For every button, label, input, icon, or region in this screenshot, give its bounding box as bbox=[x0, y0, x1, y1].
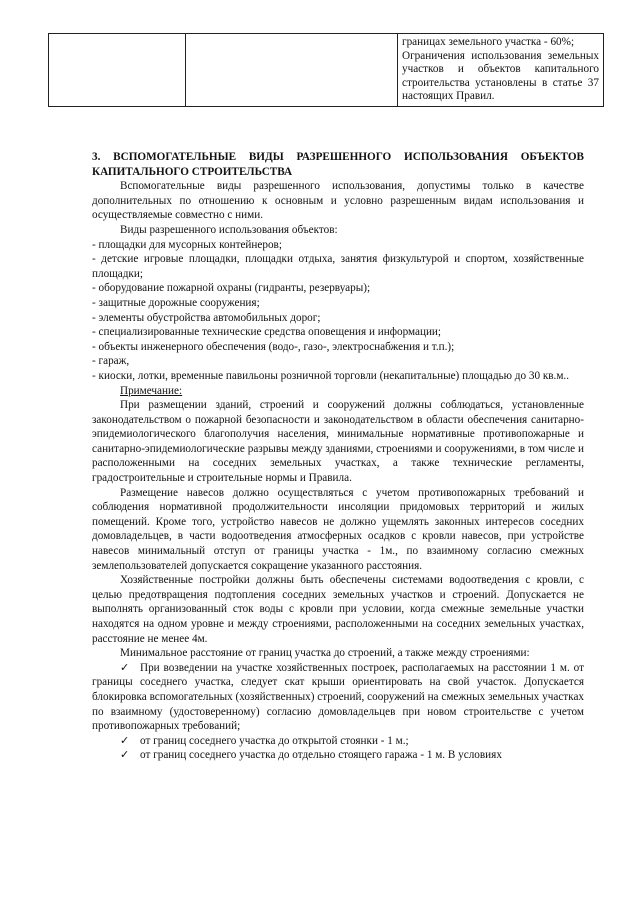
list-item: - защитные дорожные сооружения; bbox=[92, 296, 260, 309]
list-item: - гараж, bbox=[92, 355, 130, 368]
check-list-item bbox=[92, 661, 584, 734]
checkmark-icon: ✓ bbox=[120, 748, 130, 762]
check-list-item bbox=[92, 748, 584, 763]
list-item: - объекты инженерного обеспечения (водо-, газо-, электроснабжения и т.п.); bbox=[92, 340, 455, 353]
section-intro: Вспомогательные виды разрешенного использования, допустимы только в качестве дополнительных по отношению к основным и условно разрешенным видам использования и осуществляемые совместно с ними. bbox=[92, 180, 584, 222]
checkmark-icon: ✓ bbox=[120, 660, 130, 674]
zoning-table bbox=[48, 33, 604, 107]
check-list-text: от границ соседнего участка до отдельно стоящего гаража - 1 м. В условиях bbox=[140, 749, 502, 762]
check-list-text: от границ соседнего участка до открытой стоянки - 1 м.; bbox=[140, 734, 409, 747]
list-item: - площадки для мусорных контейнеров; bbox=[92, 238, 282, 251]
table-cell-empty-2 bbox=[186, 34, 398, 107]
paragraph: Размещение навесов должно осуществляться с учетом противопожарных требований и соблюдения нормативной продолжительности инсоляции придомовых территорий и жилых помещений. Кроме того, устройство навесов не должно ущемлять законных интересов соседних домовладельцев, в части водоотведения атмосферных осадков с кровли навесов, при устройстве навесов минимальный отступ от границы участка - 1м., по взаимному согласию смежных землепользователей допускается сокращение указанного расстояния. bbox=[92, 486, 584, 572]
section-content bbox=[92, 150, 584, 763]
list-item: - элементы обустройства автомобильных дорог; bbox=[92, 311, 321, 324]
paragraph: Минимальное расстояние от границ участка до строений, а также между строениями: bbox=[120, 647, 530, 660]
table-cell-line: границах земельного участка - 60%; bbox=[402, 36, 575, 48]
list-heading: Виды разрешенного использования объектов: bbox=[120, 223, 338, 236]
list-item: - специализированные технические средства оповещения и информации; bbox=[92, 326, 442, 339]
list-item: - детские игровые площадки, площадки отдыха, занятия физкультурой и спортом, хозяйственные площадки; bbox=[92, 253, 584, 280]
list-item: - оборудование пожарной охраны (гидранты, резервуары); bbox=[92, 282, 371, 295]
section-title: 3. ВСПОМОГАТЕЛЬНЫЕ ВИДЫ РАЗРЕШЕННОГО ИСПОЛЬЗОВАНИЯ ОБЪЕКТОВ КАПИТАЛЬНОГО СТРОИТЕЛЬСТВА bbox=[92, 151, 584, 178]
note-label: Примечание: bbox=[120, 384, 183, 397]
check-list-text: При возведении на участке хозяйственных построек, располагаемых на расстоянии 1 м. от границы соседнего участка, следует скат крыши ориентировать на свой участок. Допускается блокировка вспомогательных (хозяйственных) строений, сооружений на смежных земельных участках по взаимному (удостоверенному) согласию домовладельцев при новом строительстве с учетом противопожарных требований; bbox=[92, 661, 584, 733]
table-row bbox=[49, 34, 604, 107]
paragraph: Хозяйственные постройки должны быть обеспечены системами водоотведения с кровли, с целью предотвращения подтопления соседних земельных участков и строений. Допускается не выполнять организованный сток воды с кровли при условии, когда смежные земельные участки находятся на одном уровне и между строениями, расположенными на соседних земельных участках, расстояние не менее 4м. bbox=[92, 574, 584, 645]
table-cell-line: Ограничения использования земельных участков и объектов капитального строительства установлены в статье 37 настоящих Правил. bbox=[402, 49, 599, 103]
check-list-item bbox=[92, 734, 584, 749]
table-cell-empty-1 bbox=[49, 34, 186, 107]
list-item: - киоски, лотки, временные павильоны розничной торговли (некапитальные) площадью до 30 кв.м.. bbox=[92, 369, 570, 382]
paragraph: При размещении зданий, строений и сооружений должны соблюдаться, установленные законодательством о пожарной безопасности и законодательством в области обеспечения санитарно-эпидемиологического благополучия населения, минимальные нормативные противопожарные и санитарно-эпидемиологические разрывы между зданиями, строениями и сооружениями, в том числе и расположенными на соседних земельных участках, а также технические регламенты, градостроительные и строительные нормы и Правила. bbox=[92, 399, 584, 485]
table-cell-restrictions bbox=[398, 34, 604, 107]
checkmark-icon: ✓ bbox=[120, 733, 130, 747]
